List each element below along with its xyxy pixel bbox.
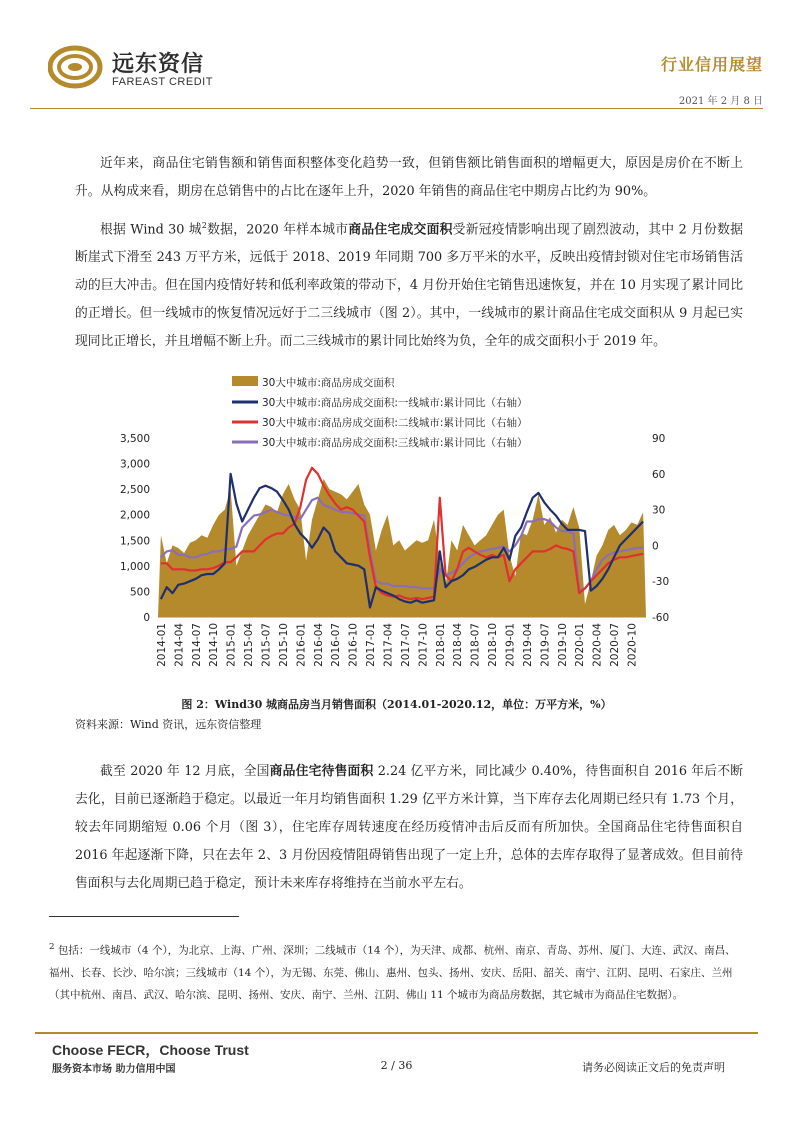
x-axis-tick-label: 2017-01	[365, 623, 378, 667]
x-axis-tick-label: 2014-04	[173, 623, 186, 667]
x-axis-tick-label: 2014-10	[208, 623, 221, 667]
paragraph-2	[75, 212, 743, 356]
x-axis-tick-label: 2020-01	[574, 623, 587, 667]
x-axis-tick-label: 2016-10	[347, 623, 360, 667]
x-axis-tick-label: 2016-01	[295, 623, 308, 667]
legend-label-2: 30大中城市:商品房成交面积:二线城市:累计同比（右轴）	[262, 417, 528, 429]
fareast-credit-logo	[48, 44, 108, 90]
footnote-mark: 2	[49, 942, 55, 952]
footer-subslogan: 服务资本市场 助力信用中国	[52, 1064, 176, 1075]
legend-label-1: 30大中城市:商品房成交面积:一线城市:累计同比（右轴）	[262, 397, 528, 409]
x-axis-tick-label: 2020-07	[609, 623, 622, 667]
x-axis-tick-label: 2019-10	[556, 623, 569, 667]
footnote	[49, 936, 746, 1006]
x-axis-tick-label: 2020-04	[591, 623, 604, 667]
x-axis-tick-label: 2015-01	[225, 623, 238, 667]
paragraph-3	[75, 758, 743, 898]
x-axis-tick-label: 2015-10	[277, 623, 290, 667]
right-axis-tick-label: 90	[652, 433, 666, 445]
paragraph-2-text-a: 根据 Wind 30 城	[100, 222, 202, 238]
footer-slogan: Choose FECR，Choose Trust	[52, 1042, 249, 1058]
paragraph-2-text-b: 数据，2020 年样本城市	[206, 222, 349, 238]
x-axis-tick-label: 2015-07	[260, 623, 273, 667]
paragraph-1-text: 近年来，商品住宅销售额和销售面积整体变化趋势一致，但销售额比销售面积的增幅更大，原因是房价在不断上升。从构成来看，期房在总销售中的占比在逐年上升，2020 年销售的商品住宅中期房占比约为 90%。	[75, 156, 743, 199]
left-axis-tick-label: 3,500	[119, 433, 150, 445]
left-axis-tick-label: 1,500	[119, 535, 150, 548]
page-number: 2 / 36	[380, 1059, 413, 1072]
x-axis-tick-label: 2016-04	[312, 623, 325, 667]
right-axis-tick-label: -30	[652, 576, 670, 589]
x-axis-tick-label: 2017-10	[417, 623, 430, 667]
paragraph-3-text-b: 2.24 亿平方米，同比减少 0.40%，待售面积自 2016 年后不断去化，目前已逐渐趋于稳定。以最近一年月均销售面积 1.29 亿平方米计算，当下库存去化周期已经只有 1.73 个月，较去年同期缩短 0.06 个月（图 3），住宅库存周转速度在经历疫情冲击后反而有所加快。全国商品住宅待售面积自 2016 年起逐渐下降，只在去年 2、3 月份因疫情阻碍销售出现了一定上升，总体的去库存取得了显著成效。但目前待售面积与去化周期已趋于稳定，预计未来库存将维持在当前水平左右。	[75, 764, 744, 891]
x-axis-tick-label: 2019-04	[521, 623, 534, 667]
header-divider	[30, 108, 763, 109]
paragraph-2-text-c: 受新冠疫情影响出现了剧烈波动，其中 2 月份数据断崖式下滑至 243 万平方米，远低于 2018、2019 年同期 700 多万平米的水平，反映出疫情封锁对住宅市场销售活动的巨大冲击。但在国内疫情好转和低利率政策的带动下，4 月份开始住宅销售迅速恢复，并在 10 月实现了累计同比的正增长。但一线城市的恢复情况远好于二三线城市（图 2）。其中，一线城市的累计商品住宅成交面积从 9 月起已实现同比正增长，并且增幅不断上升。而二三线城市的累计同比始终为负，全年的成交面积小于 2019 年。	[75, 222, 744, 350]
paragraph-3-text-a: 截至 2020 年 12 月底，全国	[100, 764, 270, 779]
left-axis-tick-label: 0	[143, 612, 150, 624]
left-axis-tick-label: 1,000	[119, 560, 150, 573]
left-axis-tick-label: 500	[129, 586, 150, 599]
brand-name-cn: 远东资信	[112, 52, 205, 77]
x-axis-tick-label: 2016-07	[330, 623, 343, 667]
footer-divider	[35, 1032, 758, 1034]
disclaimer-note: 请务必阅读正文后的免责声明	[582, 1061, 725, 1074]
x-axis-tick-label: 2018-10	[487, 623, 500, 667]
x-axis-tick-label: 2018-04	[452, 623, 465, 667]
sales-area-chart	[110, 360, 685, 695]
x-axis-tick-label: 2018-07	[469, 623, 482, 667]
report-series-title: 行业信用展望	[660, 55, 763, 74]
legend-swatch-area	[232, 376, 258, 386]
x-axis-tick-label: 2018-01	[434, 623, 447, 667]
x-axis-tick-label: 2017-07	[399, 623, 412, 667]
right-axis-tick-label: 60	[652, 468, 666, 481]
paragraph-2-keyword: 商品住宅成交面积	[348, 222, 453, 238]
left-axis-tick-label: 3,000	[119, 458, 150, 471]
report-date: 2021 年 2 月 8 日	[678, 96, 763, 107]
legend-label-0: 30大中城市:商品房成交面积	[262, 377, 395, 389]
legend-label-3: 30大中城市:商品房成交面积:三线城市:累计同比（右轴）	[262, 437, 528, 449]
right-axis-tick-label: 0	[652, 540, 659, 553]
paragraph-3-keyword: 商品住宅待售面积	[269, 764, 374, 779]
footnote-ref[interactable]: 2	[201, 221, 207, 230]
right-axis-tick-label: -60	[652, 612, 670, 624]
footnote-text: 包括：一线城市（4 个），为北京、上海、广州、深圳；二线城市（14 个），为天津、成都、杭州、南京、青岛、苏州、厦门、大连、武汉、南昌、福州、长春、长沙、哈尔滨；三线城市（14 个），为无锡、东莞、佛山、惠州、包头、扬州、安庆、岳阳、韶关、南宁、江阴、昆明、石家庄、兰州（其中杭州、南昌、武汉、哈尔滨、昆明、扬州、安庆、南宁、兰州、江阴、佛山 11 个城市为商品房数据，其它城市为商品住宅数据）。	[49, 944, 736, 1001]
x-axis-tick-label: 2020-10	[626, 623, 639, 667]
left-axis-tick-label: 2,500	[119, 484, 150, 497]
figure-source: 资料来源：Wind 资讯，远东资信整理	[75, 718, 262, 731]
x-axis-tick-label: 2019-01	[504, 623, 517, 667]
figure-caption: 图 2：Wind30 城商品房当月销售面积（2014.01-2020.12，单位：万平方米，%）	[181, 698, 612, 711]
x-axis-tick-label: 2019-07	[539, 623, 552, 667]
x-axis-tick-label: 2015-04	[243, 623, 256, 667]
left-axis-tick-label: 2,000	[119, 509, 150, 522]
right-axis-tick-label: 30	[652, 504, 666, 517]
x-axis-tick-label: 2017-04	[382, 623, 395, 667]
x-axis-tick-label: 2014-07	[190, 623, 203, 667]
footnote-divider	[49, 916, 239, 917]
brand-name-en: FAREAST CREDIT	[112, 76, 213, 88]
paragraph-1	[75, 150, 743, 206]
chart-legend	[232, 376, 527, 449]
x-axis-tick-label: 2014-01	[155, 623, 168, 667]
